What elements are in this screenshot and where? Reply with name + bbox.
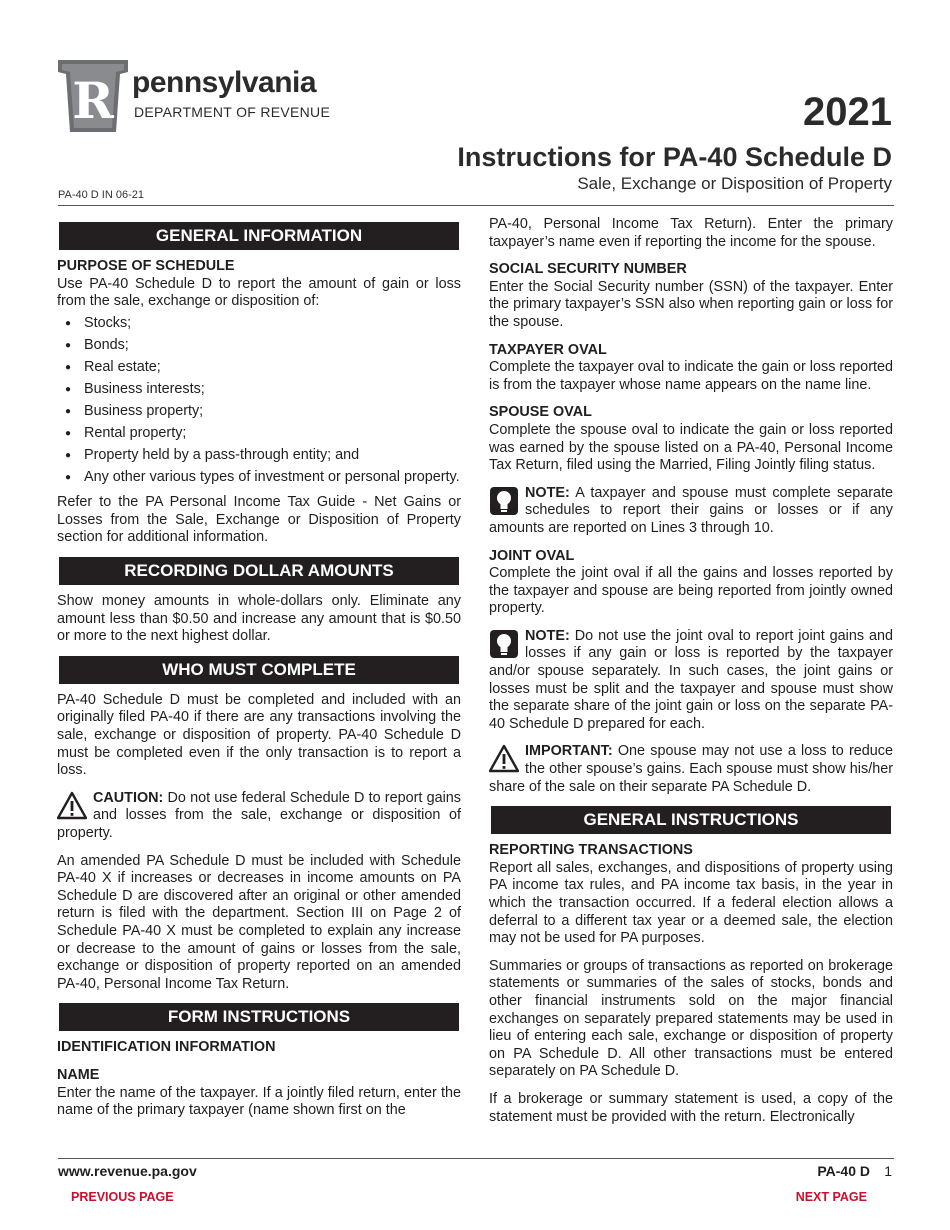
list-item: ● Rental property; [84,425,461,443]
list-item: ● Stocks; [84,315,461,333]
page-subtitle: Sale, Exchange or Disposition of Property [577,174,892,193]
brokerage-text: If a brokerage or summary statement is used, a copy of the statement must be provided with the return. Electronically [489,1090,893,1125]
note-text: A taxpayer and spouse must complete separate schedules to report their gains or losses or if any amounts are reported on Lines 3 through 10. [489,484,893,536]
list-item: ● Real estate; [84,359,461,377]
footer-form-code: PA-40 D [817,1163,870,1179]
name-text: Enter the name of the taxpayer. If a jointly filed return, enter the name of the primary taxpayer (name shown first on the [57,1084,461,1119]
joint-oval-heading: JOINT OVAL [489,547,575,564]
important-label: IMPORTANT: [525,743,613,760]
caution-note [57,790,461,843]
who-must-text: PA-40 Schedule D must be completed and included with an originally filed PA-40 if there are any transactions involving the sale, exchange or disposition of property. PA-40 Schedule D must be completed even if the only transaction is to report a loss. [57,691,461,779]
identification-heading: IDENTIFICATION INFORMATION [57,1039,276,1056]
list-item: ● Any other various types of investment or personal property. [84,469,461,487]
pa-keystone-logo [58,60,128,132]
svg-text:R: R [72,71,114,130]
note-text: Do not use the joint oval to report joint gains and losses if any gain or loss is reported by the taxpayer and/or spouse separately. In such cases, the joint gains or losses must be split and the taxpayer and spouse must show the separate share of the joint gain or loss on the separate PA-40 Schedule D prepared for each. [489,627,893,732]
refer-text: Refer to the PA Personal Income Tax Guide - Net Gains or Losses from the Sale, Exchange or Disposition of Property section for additional information. [57,494,461,546]
spouse-oval-text: Complete the spouse oval to indicate the gain or loss reported was earned by the spouse listed on a PA-40, Personal Income Tax Return, filed using the Married, Filing Jointly filing status. [489,421,893,474]
amended-text: An amended PA Schedule D must be included with Schedule PA-40 X if increases or decreases in income amounts on PA Schedule D are discovered after an original or other amended return is filed with the department. Section III on Page 2 of Schedule PA-40 X must be completed to explain any increase or decrease to the amount of gains or losses from the sale, exchange or disposition of property reported on an amended PA-40, Personal Income Tax Return. [57,852,461,992]
next-page-link[interactable]: NEXT PAGE [795,1190,867,1204]
note-label: NOTE: [525,484,570,501]
list-item: ● Bonds; [84,337,461,355]
header-divider [58,205,894,206]
important-text: One spouse may not use a loss to reduce the other spouse’s gains. Each spouse must show his/her share of the sale on their separate PA Schedule D. [489,743,893,795]
section-heading-general-instructions: GENERAL INSTRUCTIONS [491,806,891,834]
section-heading-form-instructions: FORM INSTRUCTIONS [59,1003,459,1031]
note-separate-schedules [489,485,893,538]
website-url: www.revenue.pa.gov [58,1163,197,1179]
reporting-heading: REPORTING TRANSACTIONS [489,842,693,859]
previous-page-link[interactable]: PREVIOUS PAGE [71,1190,174,1204]
name-heading: NAME [57,1066,100,1083]
logo-wordmark: pennsylvania [132,66,317,99]
caution-label: CAUTION: [93,789,164,806]
page-title: Instructions for PA-40 Schedule D [457,142,892,172]
property-list [57,315,461,486]
page-number: 1 [884,1163,892,1179]
spouse-oval-heading: SPOUSE OVAL [489,404,592,421]
form-code: PA-40 D IN 06-21 [58,189,145,201]
ssn-text: Enter the Social Security number (SSN) of the taxpayer. Enter the primary taxpayer’s SSN also when reporting gain or loss for the spouse. [489,278,893,330]
footer-divider [58,1158,894,1159]
tax-year: 2021 [803,90,892,134]
taxpayer-oval-heading: TAXPAYER OVAL [489,341,607,358]
section-heading-general-information: GENERAL INFORMATION [59,222,459,250]
summaries-text: Summaries or groups of transactions as reported on brokerage statements or summaries of the sales of stocks, bonds and other financial instruments sold on the major financial exchanges on separately prepared statements may be used in lieu of entering each sale, exchange or disposition of property on PA Schedule D. All other transactions must be entered separately on PA Schedule D. [489,957,893,1080]
section-heading-recording-dollar-amounts: RECORDING DOLLAR AMOUNTS [59,557,459,585]
lightbulb-icon [489,629,519,659]
right-column [489,216,893,1136]
section-heading-who-must-complete: WHO MUST COMPLETE [59,656,459,684]
lightbulb-icon [489,486,519,516]
purpose-text: Use PA-40 Schedule D to report the amount of gain or loss from the sale, exchange or disposition of: [57,275,461,310]
note-label: NOTE: [525,627,570,644]
list-item: ● Business property; [84,403,461,421]
recording-text: Show money amounts in whole-dollars only. Eliminate any amount less than $0.50 and increase any amount that is $0.50 or more to the next highest dollar. [57,593,461,645]
reporting-text: Report all sales, exchanges, and dispositions of property using PA income tax rules, and PA income tax basis, in the year in which the transaction occurred. If a federal election allows a deferral to a different tax year or a deemed sale, the election may not be used for PA purposes. [489,859,893,947]
note-joint-oval [489,628,893,734]
ssn-heading: SOCIAL SECURITY NUMBER [489,261,687,278]
important-note [489,743,893,796]
taxpayer-oval-text: Complete the taxpayer oval to indicate the gain or loss reported is from the taxpayer whose name appears on the name line. [489,359,893,393]
joint-oval-text: Complete the joint oval if all the gains and losses reported by the taxpayer and spouse are being reported from jointly owned property. [489,565,893,617]
purpose-heading: PURPOSE OF SCHEDULE [57,258,235,274]
name-text-continued: PA-40, Personal Income Tax Return). Enter the primary taxpayer’s name even if reporting the income for the spouse. [489,216,893,250]
list-item: ● Property held by a pass-through entity; and [84,447,461,465]
logo-department: DEPARTMENT OF REVENUE [134,104,331,120]
caution-text: Do not use federal Schedule D to report gains and losses from the sale, exchange or disposition of property. [57,789,461,841]
left-column [57,216,461,1130]
warning-triangle-icon [57,791,87,821]
warning-triangle-icon [489,744,519,774]
list-item: ● Business interests; [84,381,461,399]
